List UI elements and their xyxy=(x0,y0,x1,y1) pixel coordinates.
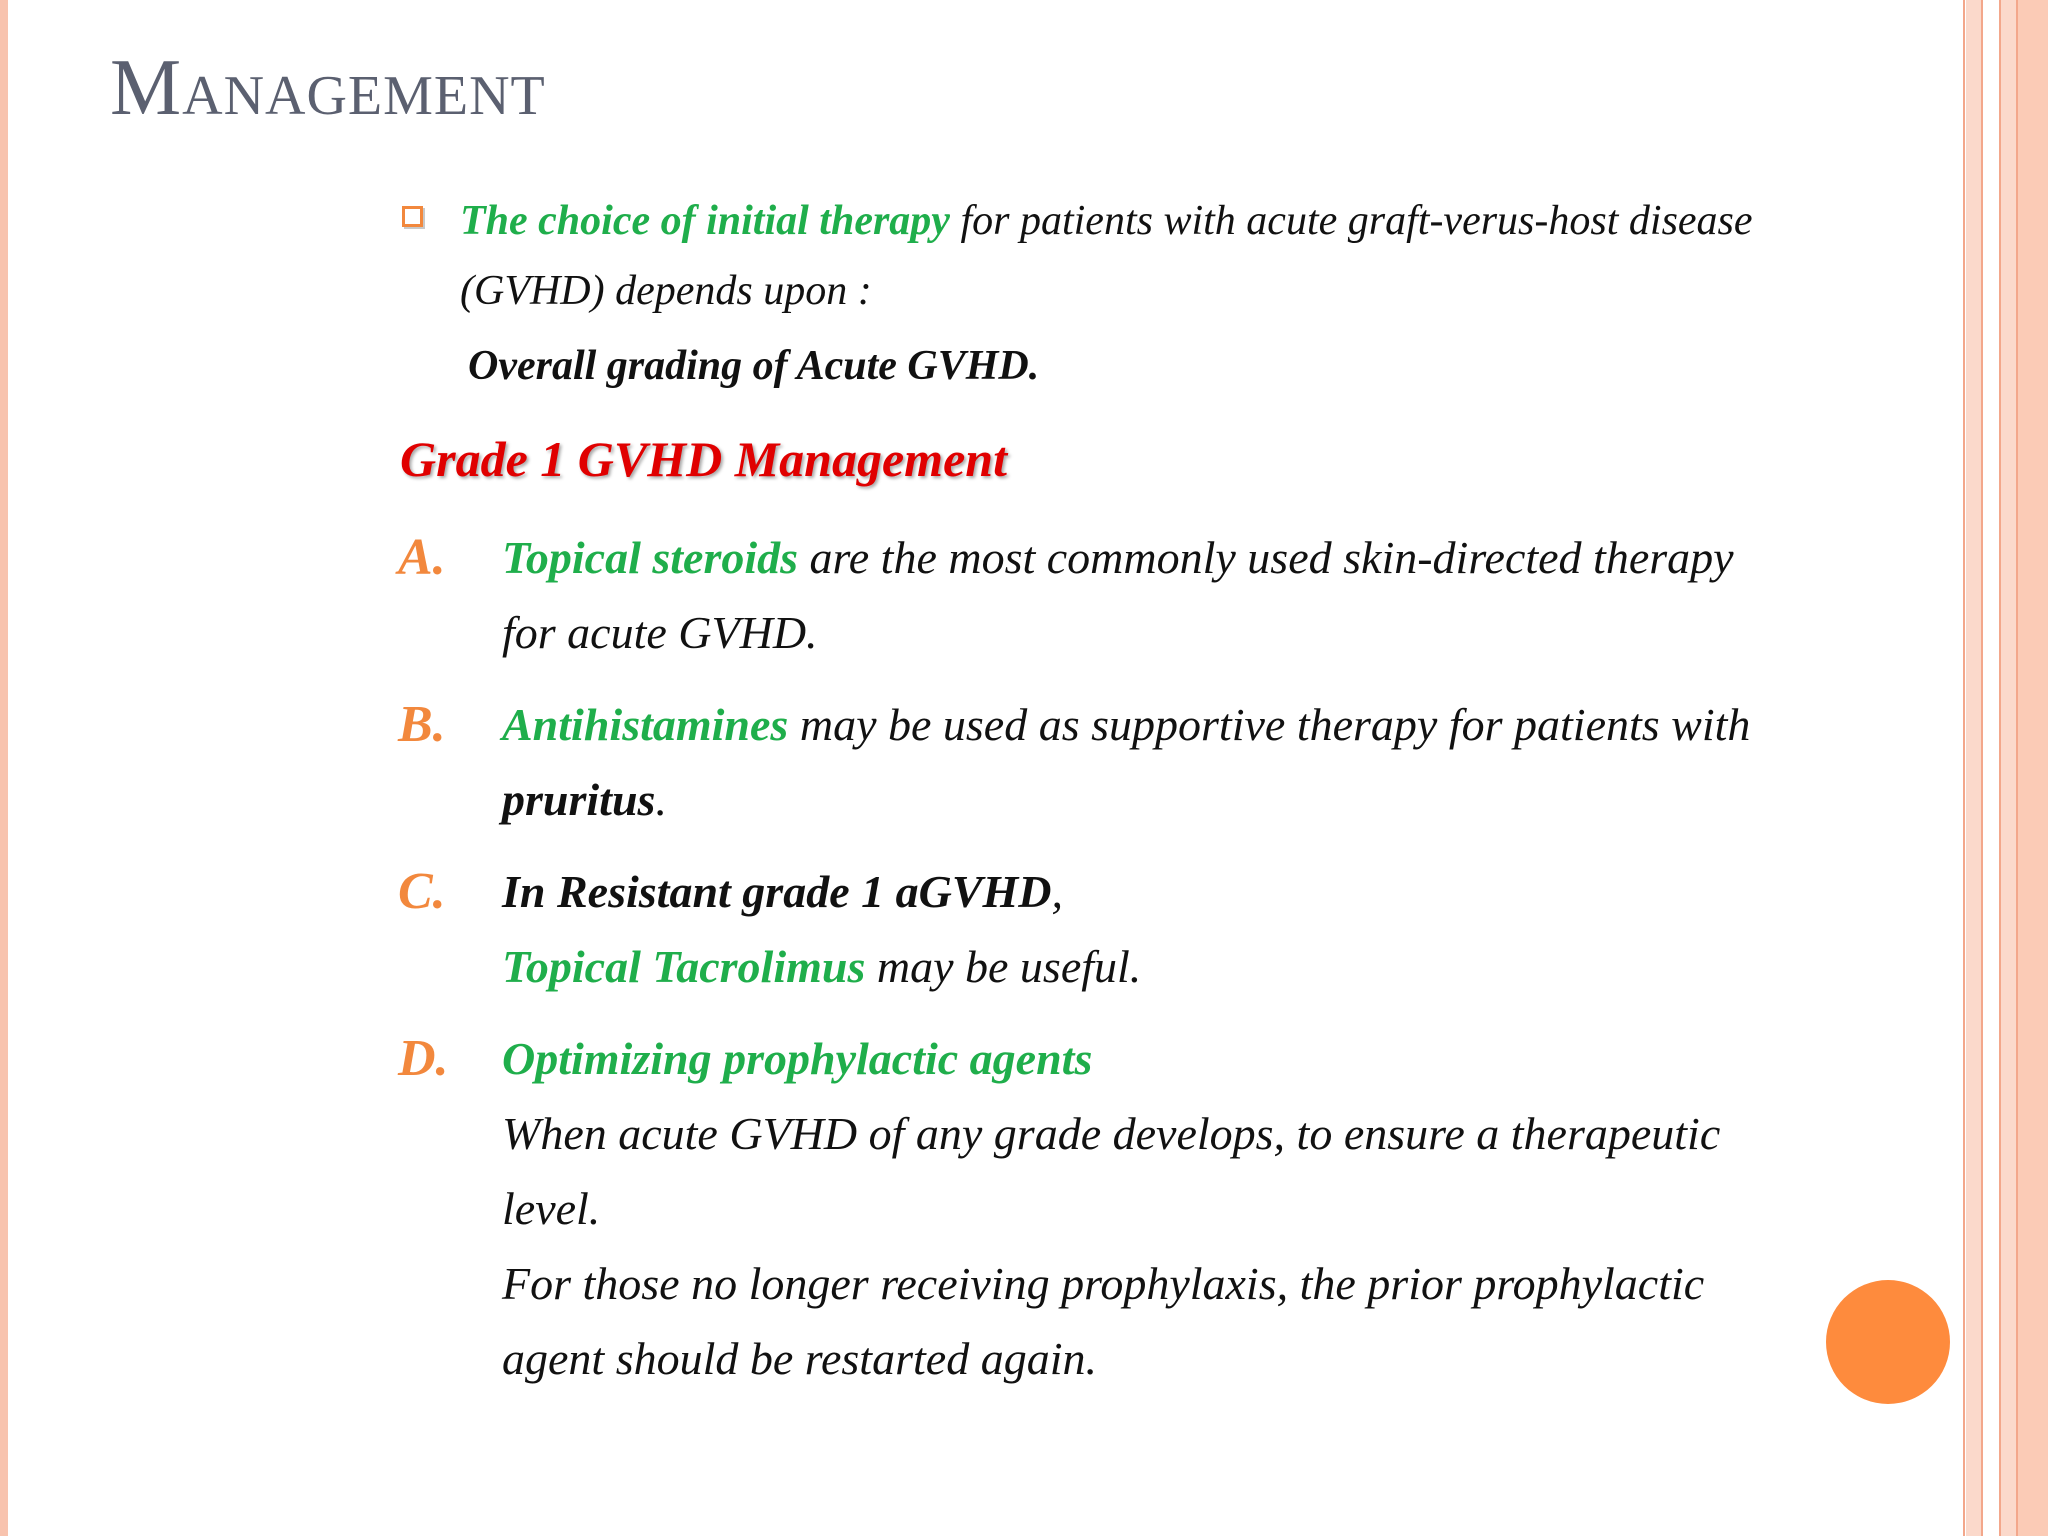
item-text: are the most commonly used skin-directed therapy for acute GVHD. xyxy=(502,532,1734,658)
grade-heading: Grade 1 GVHD Management xyxy=(400,431,1007,487)
item-letter: C. xyxy=(398,863,446,920)
right-stripe xyxy=(1983,0,1999,1536)
item-letter: B. xyxy=(398,696,446,753)
right-stripe xyxy=(2018,0,2048,1536)
decorative-circle xyxy=(1826,1280,1950,1404)
item-bold: In Resistant grade 1 aGVHD xyxy=(502,866,1052,917)
item-line xyxy=(502,854,1758,929)
item-comma: , xyxy=(1051,866,1064,917)
right-stripe xyxy=(2001,0,2016,1536)
overall-grading: Overall grading of Acute GVHD. xyxy=(468,343,1040,389)
slide-title: Management xyxy=(110,44,546,132)
right-stripe xyxy=(1966,0,1981,1536)
intro-highlight: The choice of initial therapy xyxy=(460,198,950,244)
item-line: For those no longer receiving prophylaxis, the prior prophylactic agent should be restarted again. xyxy=(502,1258,1705,1384)
list-item-d xyxy=(398,1021,1758,1396)
list-item-c xyxy=(398,854,1758,1004)
list-item-b xyxy=(398,687,1758,837)
item-text: may be used as supportive therapy for patients with xyxy=(788,699,1751,750)
item-text: may be useful. xyxy=(865,941,1142,992)
item-line xyxy=(502,929,1758,1004)
slide-left-border xyxy=(0,0,8,1536)
item-line: When acute GVHD of any grade develops, to ensure a therapeutic level. xyxy=(502,1108,1721,1234)
item-body xyxy=(502,1021,1758,1396)
list-item-a xyxy=(398,520,1758,670)
intro-rest: for patients with acute graft-verus-host disease (GVHD) depends upon : xyxy=(460,198,1753,314)
intro-text xyxy=(460,186,1760,326)
intro-bullet xyxy=(400,186,1760,326)
item-body xyxy=(502,687,1758,837)
item-highlight: Antihistamines xyxy=(502,699,789,750)
checkbox-bullet-icon xyxy=(402,206,423,227)
item-bold: pruritus xyxy=(502,774,656,825)
item-letter: A. xyxy=(398,529,446,586)
item-letter: D. xyxy=(398,1030,449,1087)
item-body xyxy=(502,854,1758,1004)
right-stripe xyxy=(1963,0,1965,1536)
item-highlight: Optimizing prophylactic agents xyxy=(502,1033,1093,1084)
item-highlight: Topical steroids xyxy=(502,532,799,583)
item-end: . xyxy=(655,774,667,825)
item-body xyxy=(502,520,1758,670)
item-highlight: Topical Tacrolimus xyxy=(502,941,866,992)
